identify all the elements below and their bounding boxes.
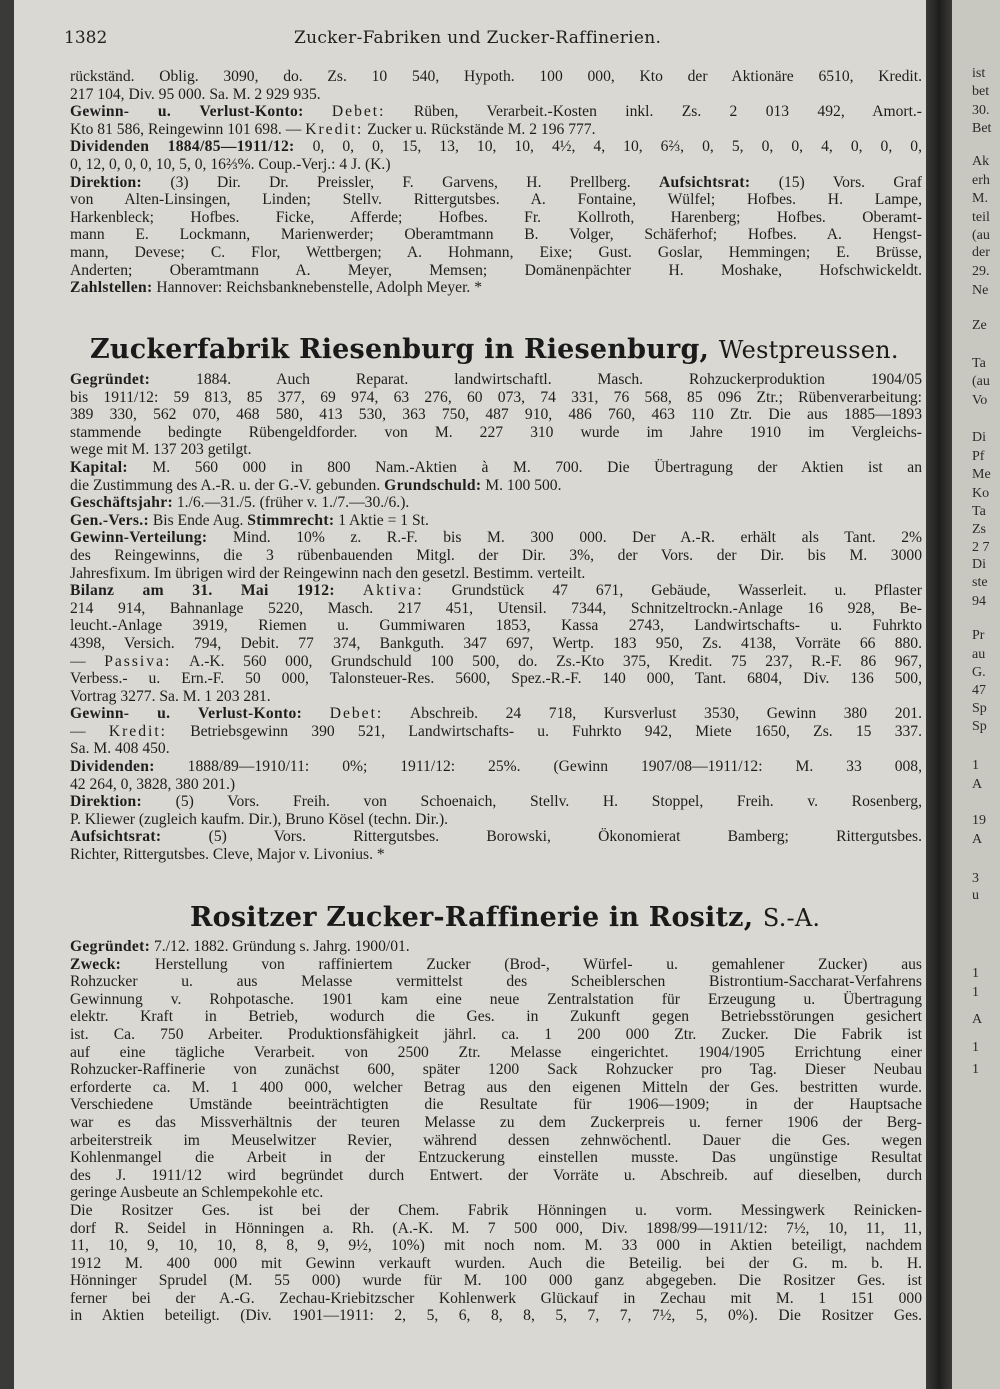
fragment-text: Ta: [972, 504, 986, 519]
fragment-text: Di: [972, 557, 986, 572]
text-line: 389 330, 562 070, 468 580, 413 530, 363 750, 487 910, 486 760, 463 110 Ztr. Die aus 1885—1893: [70, 406, 922, 424]
fragment-text: 94: [972, 594, 986, 609]
page-header: [64, 28, 916, 52]
fragment-text: Sp: [972, 719, 987, 734]
fragment-text: G.: [972, 665, 986, 680]
text-block-rositz: [70, 938, 922, 1325]
fragment-text: au: [972, 647, 986, 662]
fragment-text: Zs: [972, 522, 986, 537]
text-line: leucht.-Anlage 3919, Riemen u. Gummiwaren 1853, Kassa 2743, Landwirtschafts- u. Fuhrkto: [70, 617, 922, 635]
fragment-text: Ta: [972, 356, 986, 371]
fragment-text: 1: [972, 985, 979, 1000]
text-line: Gewinn-Verteilung: Mind. 10% z. R.-F. bis M. 300 000. Der A.-R. erhält als Tant. 2%: [70, 529, 922, 547]
text-line: war es das Missverhältnis der teuren Melasse zu dem Zuckerpreis u. ferner 1906 der Berg-: [70, 1113, 922, 1131]
text-block-previous-company: [70, 68, 922, 297]
text-line: Gegründet: 1884. Auch Reparat. landwirtschaftl. Masch. Rohzuckerproduktion 1904/05: [70, 371, 922, 388]
fragment-text: ist: [972, 66, 986, 81]
text-line: Rohzucker-Raffinerie von zunächst 600, später 1200 Sack Rohzucker pro Tag. Dieser Neubau: [70, 1061, 922, 1079]
text-line: des Reingewinns, die 3 rübenbauenden Mitgl. der Dir. 3%, der Vors. der Dir. bis M. 3000: [70, 546, 922, 564]
text-line: 42 264, 0, 3828, 380 201.): [70, 775, 236, 793]
text-line: auf eine tägliche Verarbeit. von 2500 Ztr. Melasse eingerichtet. 1904/1905 Errichtung einer: [70, 1043, 922, 1061]
fragment-text: Vo: [972, 393, 988, 408]
fragment-text: 19: [972, 813, 986, 828]
text-line: Jahresfixum. Im übrigen wird der Reingewinn nach den gesetzl. Bestimm. verteilt.: [70, 564, 586, 582]
fragment-text: u: [972, 888, 979, 903]
text-line: dorf R. Seidel in Hönningen a. Rh. (A.-K. M. 7 500 000, Div. 1898/99—1911/12: 7½, 10, 11, 11,: [70, 1219, 922, 1237]
text-line: Aufsichtsrat: (5) Vors. Rittergutsbes. Borowski, Ökonomierat Bamberg; Rittergutsbes.: [70, 828, 922, 846]
text-line: Verbess.- u. Ern.-F. 50 000, Talonsteuer-Res. 5600, Spez.-R.-F. 140 000, Tant. 6804, Div. 136 500,: [70, 670, 922, 688]
adjacent-page-fragment: [952, 0, 1000, 1389]
fragment-text: Ko: [972, 486, 990, 501]
text-block-riesenburg: [70, 371, 922, 864]
fragment-text: 1: [972, 758, 979, 773]
text-line: Zweck: Herstellung von raffiniertem Zucker (Brod-, Würfel- u. gemahlener Zucker) aus: [70, 955, 922, 973]
text-line: — Passiva: A.-K. 560 000, Grundschuld 100 500, do. Zs.-Kto 375, Kredit. 75 237, R.-F. 86 967,: [70, 652, 922, 670]
fragment-text: der: [972, 245, 990, 260]
text-line: Rohzucker u. aus Melasse vermittelst des Scheiblerschen Bistrontium-Saccharat-Verfahrens: [70, 973, 922, 991]
text-line: Bilanz am 31. Mai 1912: Aktiva: Grundstück 47 671, Gebäude, Wasserleit. u. Pflaster: [70, 582, 922, 600]
text-line: Direktion: (3) Dir. Dr. Preissler, F. Garvens, H. Prellberg. Aufsichtsrat: (15) Vors. Graf: [70, 173, 922, 191]
text-line: ist. Ca. 750 Arbeiter. Produktionsfähigkeit jährl. ca. 1 200 000 Ztr. Zucker. Die Fabrik ist: [70, 1025, 922, 1043]
text-line: bis 1911/12: 59 813, 85 377, 69 974, 63 276, 60 073, 74 331, 76 568, 85 096 Ztr.; Rübenverarbeitung:: [70, 388, 922, 406]
running-title: Zucker-Fabriken und Zucker-Raffinerien.: [294, 28, 662, 48]
text-line: Gewinn- u. Verlust-Konto: Debet: Rüben, Verarbeit.-Kosten inkl. Zs. 2 013 492, Amort.-: [70, 103, 922, 121]
page: [14, 0, 926, 1389]
text-line: 1912 M. 400 000 mit Gewinn verkauft wurden. Auch die Beteilig. bei der G. m. b. H.: [70, 1254, 922, 1272]
text-line: Gen.-Vers.: Bis Ende Aug. Stimmrecht: 1 Aktie = 1 St.: [70, 511, 429, 529]
text-line: Geschäftsjahr: 1./6.—31./5. (früher v. 1./7.—30./6.).: [70, 494, 410, 512]
text-line: 11, 10, 9, 10, 10, 8, 8, 9, 9½, 10%) mit noch nom. M. 33 000 in Aktien beteiligt, nachdem: [70, 1237, 922, 1255]
text-line: Dividenden 1884/85—1911/12: 0, 0, 0, 15, 13, 10, 10, 4½, 4, 10, 6⅔, 0, 5, 0, 0, 4, 0, 0, 0,: [70, 138, 922, 156]
text-line: Dividenden: 1888/89—1910/11: 0%; 1911/12: 25%. (Gewinn 1907/08—1911/12: M. 33 008,: [70, 758, 922, 776]
fragment-text: 29.: [972, 264, 990, 279]
text-line: Verschiedene Umstände beeinträchtigten die Resultate für 1906—1909; in der Hauptsache: [70, 1096, 922, 1114]
text-line: mann E. Lockmann, Marienwerder; Oberamtmann B. Volger, Schäferhof; Hofbes. A. Hengst-: [70, 226, 922, 244]
text-line: Kohlenmangel die Arbeit in der Entzuckerung einstellen musste. Das ungünstige Resultat: [70, 1149, 922, 1167]
text-line: ferner bei der A.-G. Zechau-Kriebitzscher Kohlenwerk Glückauf in Zechau mit M. 1 151 000: [70, 1289, 922, 1307]
fragment-text: Pr: [972, 628, 985, 643]
text-line: Sa. M. 408 450.: [70, 740, 170, 758]
fragment-text: teil: [972, 210, 990, 225]
text-line: von Alten-Linsingen, Linden; Stellv. Rittergutsbes. A. Fontaine, Wülfel; Hofbes. H. Lampe,: [70, 191, 922, 209]
text-line: Richter, Rittergutsbes. Cleve, Major v. Livonius. *: [70, 846, 385, 864]
text-line: Kapital: M. 560 000 in 800 Nam.-Aktien à M. 700. Die Übertragung der Aktien ist an: [70, 458, 922, 476]
fragment-text: erh: [972, 173, 990, 188]
fragment-text: Ne: [972, 283, 989, 298]
text-line: 214 914, Bahnanlage 5220, Masch. 217 451, Utensil. 7344, Schnitzeltrockn.-Anlage 16 928, Be-: [70, 599, 922, 617]
text-line: Hönninger Sprudel (M. 55 000) wurde für M. 100 000 ganz abgegeben. Die Rositzer Ges. ist: [70, 1272, 922, 1290]
book-gutter: [926, 0, 952, 1389]
fragment-text: 1: [972, 966, 979, 981]
fragment-text: 47: [972, 683, 986, 698]
fragment-text: 3: [972, 871, 979, 886]
fragment-text: A: [972, 777, 983, 792]
text-line: Gewinnung v. Rohpotasche. 1901 kam eine neue Zentralstation für Erzeugung u. Übertragung: [70, 990, 922, 1008]
section-title-rositz: Rositzer Zucker-Raffinerie in Rositz, S.-A.: [190, 902, 821, 933]
fragment-text: (au: [972, 374, 990, 389]
text-line: des J. 1911/12 wird begründet durch Entwert. der Vorräte u. Abschreib. auf dieselben, durch: [70, 1166, 922, 1184]
text-line: Die Rositzer Ges. ist bei der Chem. Fabrik Hönningen u. vorm. Messingwerk Reinicken-: [70, 1201, 922, 1219]
fragment-text: Pf: [972, 449, 985, 464]
text-line: geringe Ausbeute an Schlempekohle etc.: [70, 1184, 324, 1202]
fragment-text: (au: [972, 228, 990, 243]
text-line: erforderte ca. M. 1 400 000, welcher Betrag aus den eigenen Mitteln der Ges. bestritten wurde.: [70, 1078, 922, 1096]
text-line: Anderten; Oberamtmann A. Meyer, Memsen; Domänenpächter H. Moshake, Hofschwickeldt.: [70, 261, 922, 279]
text-line: elektr. Kraft in Betrieb, wodurch die Ges. in Zukunft gegen Betriebsstörungen gesichert: [70, 1008, 922, 1026]
text-line: Zahlstellen: Hannover: Reichsbanknebenstelle, Adolph Meyer. *: [70, 279, 482, 297]
fragment-text: M.: [972, 191, 988, 206]
page-number: 1382: [64, 28, 108, 48]
fragment-text: 2 7: [972, 540, 990, 555]
text-line: arbeiterstreik im Meuselwitzer Revier, während dessen zehnwöchentl. Dauer die Ges. wegen: [70, 1131, 922, 1149]
fragment-text: Me: [972, 467, 991, 482]
text-line: Gewinn- u. Verlust-Konto: Debet: Abschreib. 24 718, Kursverlust 3530, Gewinn 380 201.: [70, 705, 922, 723]
text-line: mann, Devese; C. Flor, Wettbergen; A. Hohmann, Eixe; Gust. Goslar, Hemmingen; E. Brüsse,: [70, 243, 922, 261]
fragment-text: Ak: [972, 154, 990, 169]
text-line: 4398, Versich. 794, Debit. 77 374, Bankguth. 347 697, Wertp. 183 950, Zs. 4138, Vorräte 66 880.: [70, 634, 922, 652]
text-line: Direktion: (5) Vors. Freih. von Schoenaich, Stellv. H. Stoppel, Freih. v. Rosenberg,: [70, 793, 922, 811]
fragment-text: A: [972, 832, 983, 847]
fragment-text: 1: [972, 1062, 979, 1077]
fragment-text: Ze: [972, 318, 987, 333]
text-line: P. Kliewer (zugleich kaufm. Dir.), Bruno Kösel (techn. Dir.).: [70, 810, 449, 828]
text-line: 217 104, Div. 95 000. Sa. M. 2 929 935.: [70, 85, 321, 103]
text-line: rückständ. Oblig. 3090, do. Zs. 10 540, Hypoth. 100 000, Kto der Aktionäre 6510, Kredit.: [70, 68, 922, 85]
text-line: in Aktien beteiligt. (Div. 1901—1911: 2, 5, 6, 8, 8, 5, 7, 7, 7½, 5, 0%). Die Rositzer Ges.: [70, 1307, 922, 1325]
text-line: 0, 12, 0, 0, 0, 10, 5, 0, 16⅔%. Coup.-Verj.: 4 J. (K.): [70, 155, 391, 173]
text-line: Kto 81 586, Reingewinn 101 698. — Kredit: Zucker u. Rückstände M. 2 196 777.: [70, 120, 596, 138]
text-line: Vortrag 3277. Sa. M. 1 203 281.: [70, 687, 271, 705]
fragment-text: ste: [972, 575, 988, 590]
text-line: Harkenbleck; Hofbes. Ficke, Afferde; Hofbes. Fr. Kollroth, Harenberg; Hofbes. Oberamt-: [70, 208, 922, 226]
fragment-text: A: [972, 1012, 983, 1027]
section-title-riesenburg: Zuckerfabrik Riesenburg in Riesenburg, Westpreussen.: [90, 334, 899, 365]
fragment-text: 1: [972, 1040, 979, 1055]
fragment-text: bet: [972, 84, 990, 99]
fragment-text: Sp: [972, 701, 987, 716]
fragment-text: Di: [972, 430, 986, 445]
text-line: Gegründet: 7./12. 1882. Gründung s. Jahrg. 1900/01.: [70, 938, 410, 955]
fragment-text: Bet: [972, 121, 992, 136]
fragment-text: 30.: [972, 103, 990, 118]
text-line: die Zustimmung des A.-R. u. der G.-V. gebunden. Grundschuld: M. 100 500.: [70, 476, 562, 494]
text-line: stammende bedingte Rübengeldforder. von M. 227 310 wurde im Jahre 1910 im Vergleichs-: [70, 423, 922, 441]
text-line: wege mit M. 137 203 getilgt.: [70, 441, 252, 459]
text-line: — Kredit: Betriebsgewinn 390 521, Landwirtschafts- u. Fuhrkto 942, Miete 1650, Zs. 15 337.: [70, 722, 922, 740]
